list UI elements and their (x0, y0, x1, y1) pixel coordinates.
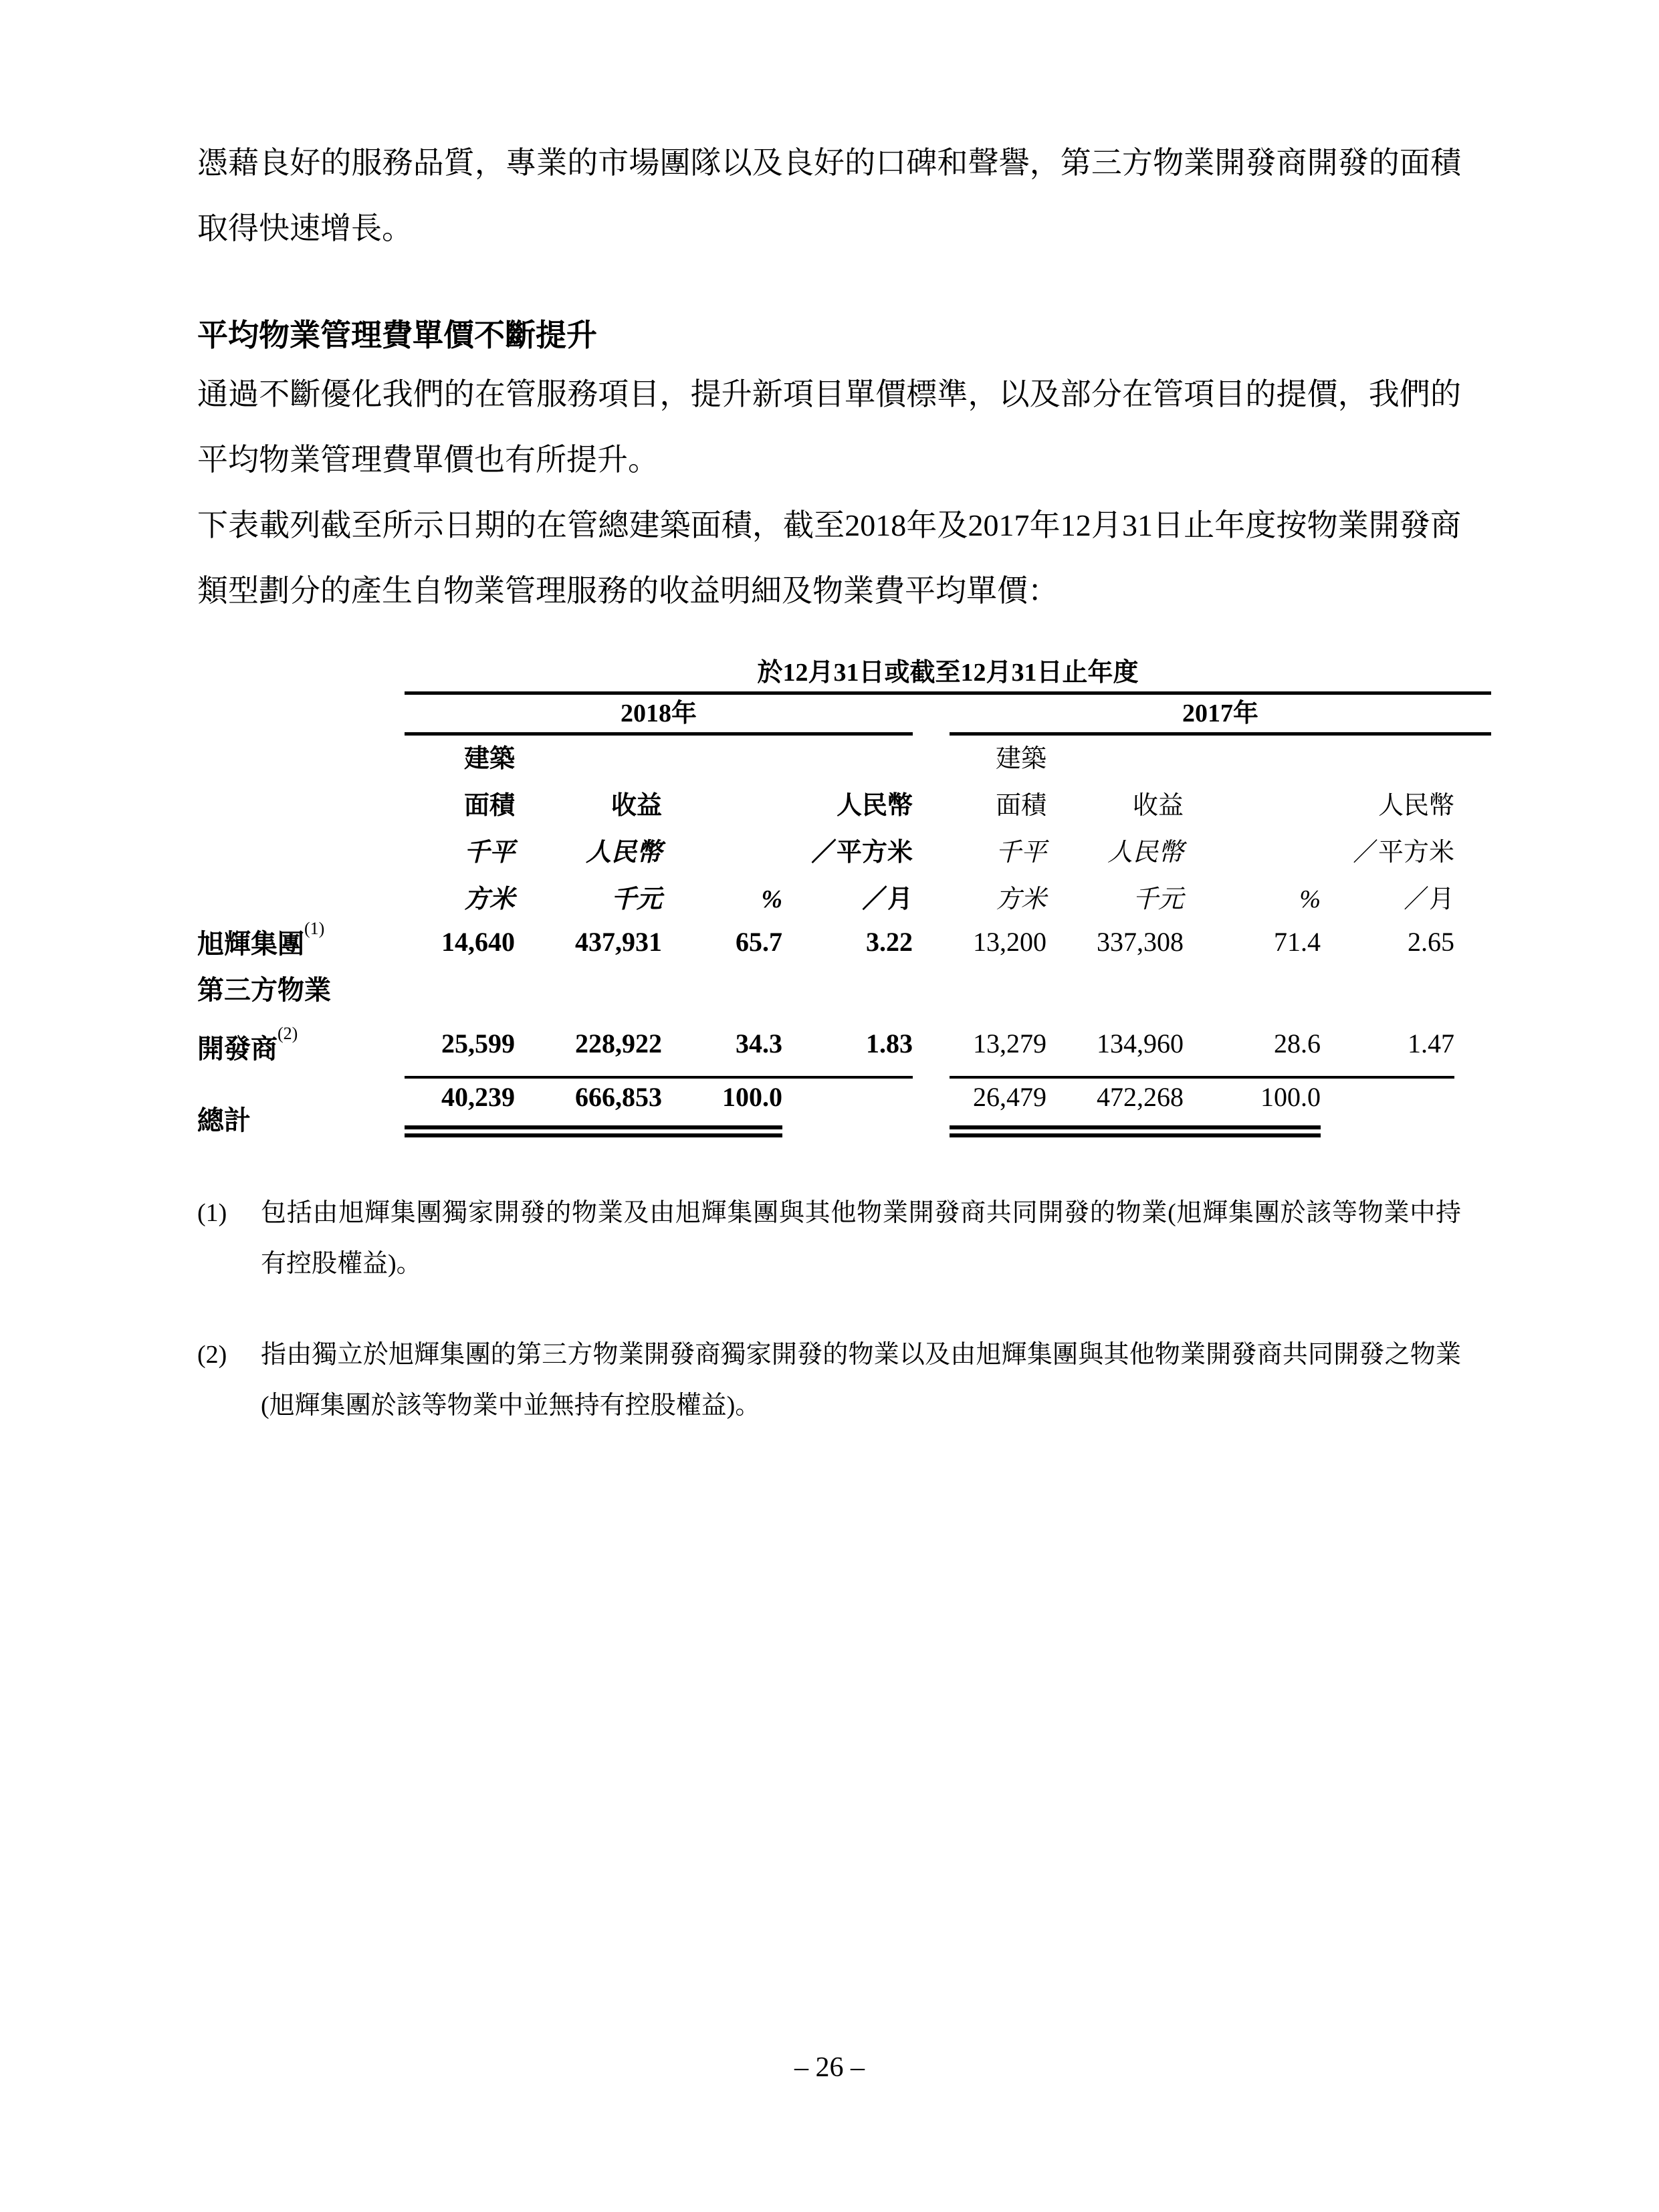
cell-gfa-2017: 13,200 (973, 927, 1046, 957)
colheader-line: 面積 (463, 792, 515, 820)
cell-gfa-2018: 40,239 (405, 1079, 515, 1137)
cell-revenue-2018: 437,931 (575, 927, 662, 957)
edge-pad-cell (1454, 1079, 1491, 1137)
colheader-gfa-2017 (950, 736, 1046, 923)
cell-pct-2018: 65.7 (736, 927, 782, 957)
footnote-text: 指由獨立於旭輝集團的第三方物業開發商獨家開發的物業以及由旭輝集團與其他物業開發商共同開發之物業(旭輝集團於該等物業中並無持有控股權益)。 (261, 1341, 1461, 1420)
year-gap-cell (913, 1079, 950, 1137)
cell-pct-2017: 28.6 (1184, 961, 1321, 1079)
colheader-line: ／平方米 (1352, 839, 1454, 867)
colheader-gfa-2018 (405, 736, 515, 923)
footnote-1 (197, 1188, 1461, 1289)
cell-revenue-2017: 472,268 (1046, 1079, 1184, 1137)
cell-gfa-2017: 26,479 (950, 1079, 1046, 1137)
cell-revenue-2017: 337,308 (1097, 927, 1184, 957)
edge-pad-cell (1454, 736, 1491, 923)
row-label-line2 (197, 1020, 405, 1079)
unit-line: 千元 (611, 885, 662, 913)
cell-rmb-2017: 1.47 (1321, 961, 1454, 1079)
row-label-text: 開發商 (197, 1034, 278, 1064)
paragraph-intro: 憑藉良好的服務品質，專業的市場團隊以及良好的口碑和聲譽，第三方物業開發商開發的面積取得快速增長。 (197, 146, 1461, 245)
colheader-line: 建築 (463, 745, 515, 773)
colheader-line: 人民幣 (1377, 792, 1454, 820)
page-number: – 26 – (794, 2052, 865, 2083)
edge-pad-cell (1454, 961, 1491, 1079)
colheader-revenue-2018 (515, 736, 662, 923)
year-2018-cell: 2018年 (405, 695, 913, 736)
colheader-line: 收益 (611, 792, 662, 820)
paragraph-table-intro: 下表載列截至所示日期的在管總建築面積，截至2018年及2017年12月31日止年度按物業開發商類型劃分的產生自物業管理服務的收益明細及物業費平均單價： (197, 508, 1461, 608)
cell-gfa-2018: 25,599 (405, 961, 515, 1079)
year-gap-cell (913, 961, 950, 1079)
cell-rmb-2018 (782, 1079, 913, 1137)
cell-gfa-2018: 14,640 (441, 927, 515, 957)
row-label: 總計 (197, 1105, 251, 1135)
row-cifi-group (197, 923, 1491, 961)
cell-pct-2017: 71.4 (1274, 927, 1321, 957)
cell-revenue-2018: 666,853 (515, 1079, 662, 1137)
footnote-text: 包括由旭輝集團獨家開發的物業及由旭輝集團與其他物業開發商共同開發的物業(旭輝集團於該等物業中持有控股權益)。 (261, 1199, 1461, 1278)
footnote-ref: (2) (278, 1024, 298, 1043)
row-total (197, 1079, 1491, 1137)
cell-rmb-2017: 2.65 (1408, 927, 1454, 957)
colheader-line: 面積 (995, 792, 1046, 820)
colheader-rmb-2017 (1321, 736, 1454, 923)
cell-gfa-2017: 13,279 (950, 961, 1046, 1079)
unit-line: 千平 (463, 839, 515, 867)
unit-line: 千元 (1132, 885, 1184, 913)
cell-revenue-2018: 228,922 (515, 961, 662, 1079)
unit-line: 千平 (995, 839, 1046, 867)
unit-line: 人民幣 (1107, 839, 1184, 867)
row-label-text: 第三方物業 (197, 975, 331, 1005)
unit-line: % (1299, 885, 1321, 913)
column-header-row (197, 736, 1491, 923)
year-header-row (197, 695, 1491, 736)
cell-rmb-2018: 3.22 (866, 927, 913, 957)
colheader-line: 建築 (995, 745, 1046, 773)
cell-rmb-2017 (1321, 1079, 1454, 1137)
colheader-pct-2017 (1184, 736, 1321, 923)
cell-revenue-2017: 134,960 (1046, 961, 1184, 1079)
footnote-marker: (1) (197, 1199, 227, 1227)
cell-pct-2017: 100.0 (1184, 1079, 1321, 1137)
colheader-line: ／月 (1403, 885, 1454, 913)
managed-gfa-revenue-table (197, 654, 1491, 1137)
year-2017-cell: 2017年 (950, 695, 1491, 736)
section-heading: 平均物業管理費單價不斷提升 (197, 318, 597, 352)
unit-line: 方米 (995, 885, 1046, 913)
unit-line: 方米 (463, 885, 515, 913)
period-header-row (197, 654, 1491, 695)
colheader-line: ／月 (861, 885, 913, 913)
empty-cell (197, 695, 405, 736)
colheader-line: 收益 (1132, 792, 1184, 820)
cell-pct-2018: 100.0 (662, 1079, 782, 1137)
colheader-revenue-2017 (1046, 736, 1184, 923)
row-label (197, 961, 405, 1079)
row-label (197, 919, 405, 961)
empty-cell (197, 736, 405, 923)
year-gap-cell (913, 923, 950, 961)
year-gap-cell (913, 695, 950, 736)
unit-line: 人民幣 (585, 839, 662, 867)
footnote-2 (197, 1329, 1461, 1431)
period-header-cell: 於12月31日或截至12月31日止年度 (405, 654, 1491, 695)
colheader-pct-2018 (662, 736, 782, 923)
cell-pct-2018: 34.3 (662, 961, 782, 1079)
paragraph-optimize: 通過不斷優化我們的在管服務項目，提升新項目單價標準，以及部分在管項目的提價，我們的平均物業管理費單價也有所提升。 (197, 377, 1461, 477)
colheader-rmb-2018 (782, 736, 913, 923)
row-label-text: 旭輝集團 (197, 929, 304, 959)
footnote-marker: (2) (197, 1341, 227, 1369)
edge-pad-cell (1454, 923, 1491, 961)
empty-cell (197, 654, 405, 695)
colheader-line: ／平方米 (810, 839, 913, 867)
row-third-party (197, 961, 1491, 1079)
footnote-ref: (1) (304, 919, 325, 938)
year-gap-cell (913, 736, 950, 923)
cell-rmb-2018: 1.83 (782, 961, 913, 1079)
colheader-line: 人民幣 (836, 792, 913, 820)
unit-line: % (761, 885, 782, 913)
